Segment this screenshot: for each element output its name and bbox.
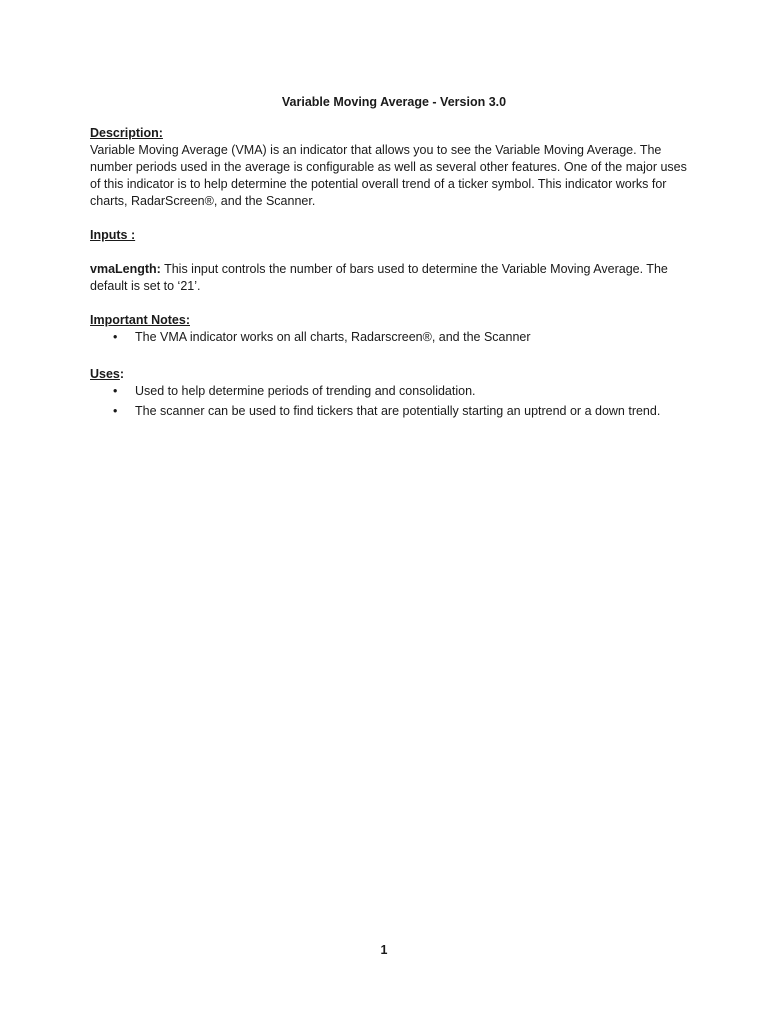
description-body: Variable Moving Average (VMA) is an indicator that allows you to see the Variable Moving Average. The number periods used in the average is configurable as well as several other features. One of the major uses of this indicator is to help determine the potential overall trend of a ticker symbol. This indicator works for charts, RadarScreen®, and the Scanner. [90, 143, 687, 208]
uses-list [90, 383, 690, 420]
list-item [90, 329, 690, 346]
notes-heading: Important Notes: [90, 313, 190, 327]
list-item [90, 403, 690, 420]
spacer [90, 295, 690, 312]
bullet-icon: • [113, 404, 118, 418]
document-content [90, 94, 690, 423]
notes-list [90, 329, 690, 346]
page-number: 1 [380, 943, 388, 957]
document-title: Variable Moving Average - Version 3.0 [281, 95, 507, 109]
description-heading: Description: [90, 126, 163, 140]
uses-heading-colon: : [119, 367, 125, 381]
bullet-icon: • [113, 330, 118, 344]
list-item [90, 383, 690, 400]
spacer [90, 210, 690, 227]
uses-heading [90, 366, 690, 383]
uses-heading-label: Uses [90, 367, 120, 381]
inputs-paragraph [90, 261, 690, 295]
list-item-text: Used to help determine periods of trending and consolidation. [135, 384, 476, 398]
inputs-term: vmaLength: [90, 262, 161, 276]
inputs-text: This input controls the number of bars used to determine the Variable Moving Average. The default is set to ‘21’. [90, 262, 668, 293]
spacer [90, 244, 690, 261]
inputs-heading: Inputs : [90, 228, 136, 242]
spacer [90, 349, 690, 366]
list-item-text: The VMA indicator works on all charts, Radarscreen®, and the Scanner [135, 330, 531, 344]
bullet-icon: • [113, 384, 118, 398]
list-item-text: The scanner can be used to find tickers that are potentially starting an uptrend or a down trend. [135, 404, 661, 418]
